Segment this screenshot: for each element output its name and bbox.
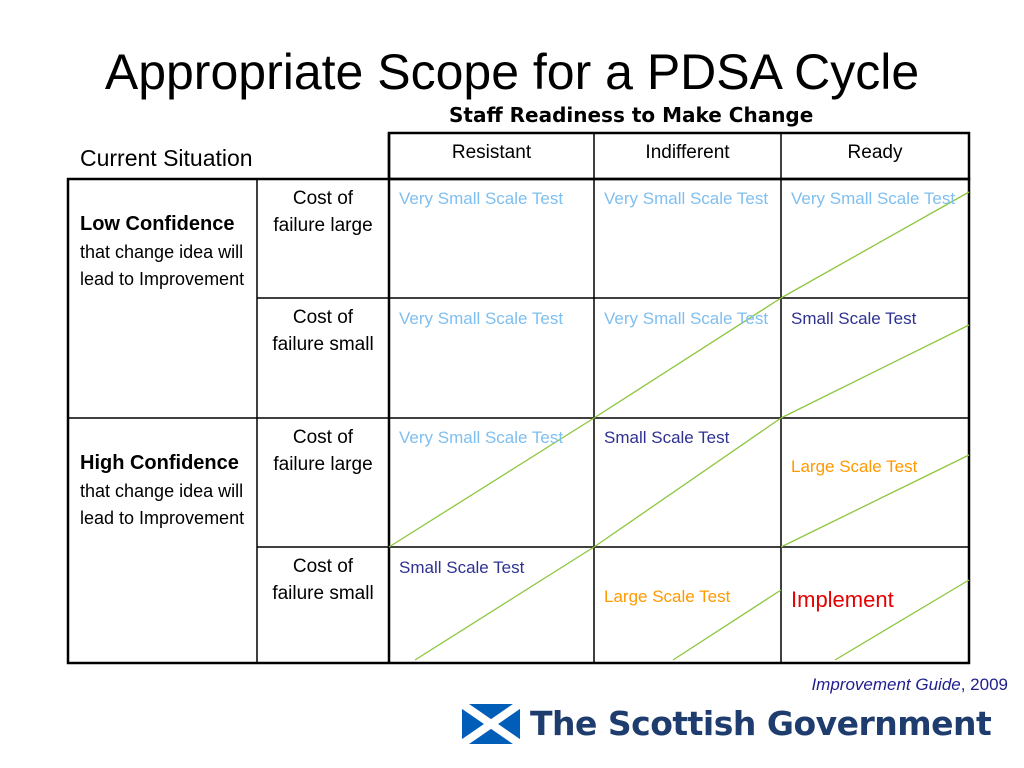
scope-cell: Very Small Scale Test [604,189,769,208]
current-situation-label: Current Situation [80,145,253,171]
scope-cell-implement: Implement [791,587,894,612]
logo-text: The Scottish Government [530,704,992,743]
column-header-resistant: Resistant [451,142,532,163]
citation-year: , 2009 [960,675,1008,694]
scope-cell: Small Scale Test [399,558,525,577]
high-confidence-heading: High Confidence [80,452,239,474]
scope-cell: Large Scale Test [791,457,918,476]
low-confidence-heading: Low Confidence [80,213,235,235]
scope-cell: Very Small Scale Test [791,189,956,208]
cost-of-failure-cell: Cost of failure small [272,307,374,355]
diagonal-guide-line [781,325,969,418]
saltire-flag-icon [462,704,520,744]
scope-cell: Very Small Scale Test [399,189,564,208]
scope-cell: Large Scale Test [604,587,731,606]
column-header-ready: Ready [847,142,903,163]
low-confidence-label [68,179,257,418]
cost-of-failure-cell: Cost of failure large [273,427,373,475]
scope-cell: Very Small Scale Test [399,309,564,328]
scope-cell: Small Scale Test [604,428,730,447]
cost-of-failure-cell: Cost of failure large [273,188,373,236]
high-confidence-label [68,418,257,663]
column-header-indifferent: Indifferent [645,142,730,163]
page-title: Appropriate Scope for a PDSA Cycle [104,44,920,100]
cost-of-failure-cell: Cost of failure small [272,556,374,604]
scope-cell: Very Small Scale Test [604,309,769,328]
scope-cell: Very Small Scale Test [399,428,564,447]
source-citation [811,674,1008,696]
low-confidence-description: that change idea will lead to Improvement [80,242,245,289]
table-subtitle: Staff Readiness to Make Change [449,103,814,127]
citation-source: Improvement Guide [811,675,961,694]
scottish-government-logo [462,700,992,748]
high-confidence-description: that change idea will lead to Improvement [80,481,245,528]
scope-cell: Small Scale Test [791,309,917,328]
